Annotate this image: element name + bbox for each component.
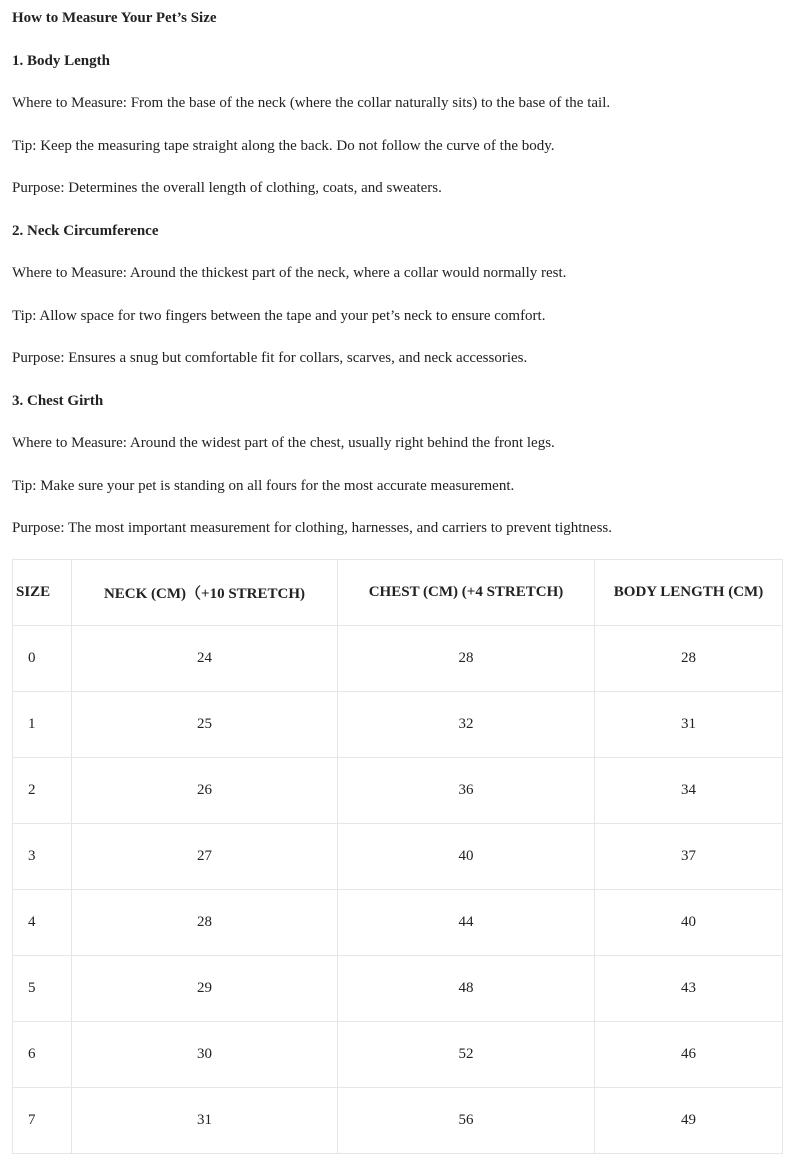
table-header-row xyxy=(13,560,783,626)
neck-cell: 27 xyxy=(72,824,338,890)
section-heading: 2. Neck Circumference xyxy=(12,223,159,239)
neck-cell: 28 xyxy=(72,890,338,956)
purpose-text: Purpose: Determines the overall length of clothing, coats, and sweaters. xyxy=(12,180,442,196)
neck-cell: 26 xyxy=(72,758,338,824)
table-row xyxy=(13,626,783,692)
body-length-cell: 46 xyxy=(595,1022,783,1088)
chest-cell: 44 xyxy=(338,890,595,956)
table-row xyxy=(13,1088,783,1154)
size-cell: 3 xyxy=(13,824,72,890)
tip-text: Tip: Allow space for two fingers between the tape and your pet’s neck to ensure comfort. xyxy=(12,308,546,324)
size-cell: 7 xyxy=(13,1088,72,1154)
header-body-length: BODY LENGTH (CM) xyxy=(595,560,783,626)
neck-cell: 29 xyxy=(72,956,338,1022)
body-length-cell: 37 xyxy=(595,824,783,890)
body-length-cell: 28 xyxy=(595,626,783,692)
body-length-cell: 40 xyxy=(595,890,783,956)
table-row xyxy=(13,758,783,824)
table-row xyxy=(13,890,783,956)
page-title: How to Measure Your Pet’s Size xyxy=(12,10,217,26)
size-cell: 4 xyxy=(13,890,72,956)
body-length-cell: 34 xyxy=(595,758,783,824)
size-cell: 1 xyxy=(13,692,72,758)
chest-cell: 40 xyxy=(338,824,595,890)
body-length-cell: 49 xyxy=(595,1088,783,1154)
header-neck: NECK (CM)（+10 STRETCH) xyxy=(72,560,338,626)
chest-cell: 36 xyxy=(338,758,595,824)
body-length-cell: 43 xyxy=(595,956,783,1022)
section-heading: 1. Body Length xyxy=(12,53,110,69)
chest-cell: 56 xyxy=(338,1088,595,1154)
tip-text: Tip: Keep the measuring tape straight along the back. Do not follow the curve of the body. xyxy=(12,138,555,154)
neck-cell: 31 xyxy=(72,1088,338,1154)
neck-cell: 24 xyxy=(72,626,338,692)
where-to-measure-text: Where to Measure: Around the thickest part of the neck, where a collar would normally rest. xyxy=(12,265,567,281)
table-row xyxy=(13,824,783,890)
table-row xyxy=(13,956,783,1022)
size-chart-table xyxy=(12,559,783,1154)
header-chest: CHEST (CM) (+4 STRETCH) xyxy=(338,560,595,626)
where-to-measure-text: Where to Measure: Around the widest part of the chest, usually right behind the front legs. xyxy=(12,435,555,451)
section-heading: 3. Chest Girth xyxy=(12,393,104,409)
where-to-measure-text: Where to Measure: From the base of the neck (where the collar naturally sits) to the base of the tail. xyxy=(12,95,611,111)
chest-cell: 48 xyxy=(338,956,595,1022)
table-row xyxy=(13,1022,783,1088)
body-length-cell: 31 xyxy=(595,692,783,758)
chest-cell: 32 xyxy=(338,692,595,758)
size-cell: 5 xyxy=(13,956,72,1022)
tip-text: Tip: Make sure your pet is standing on all fours for the most accurate measurement. xyxy=(12,478,515,494)
table-row xyxy=(13,692,783,758)
neck-cell: 30 xyxy=(72,1022,338,1088)
purpose-text: Purpose: Ensures a snug but comfortable fit for collars, scarves, and neck accessories. xyxy=(12,350,528,366)
size-cell: 0 xyxy=(13,626,72,692)
size-cell: 2 xyxy=(13,758,72,824)
purpose-text: Purpose: The most important measurement for clothing, harnesses, and carriers to prevent tightness. xyxy=(12,520,612,536)
chest-cell: 28 xyxy=(338,626,595,692)
chest-cell: 52 xyxy=(338,1022,595,1088)
neck-cell: 25 xyxy=(72,692,338,758)
size-cell: 6 xyxy=(13,1022,72,1088)
header-size: SIZE xyxy=(13,560,72,626)
